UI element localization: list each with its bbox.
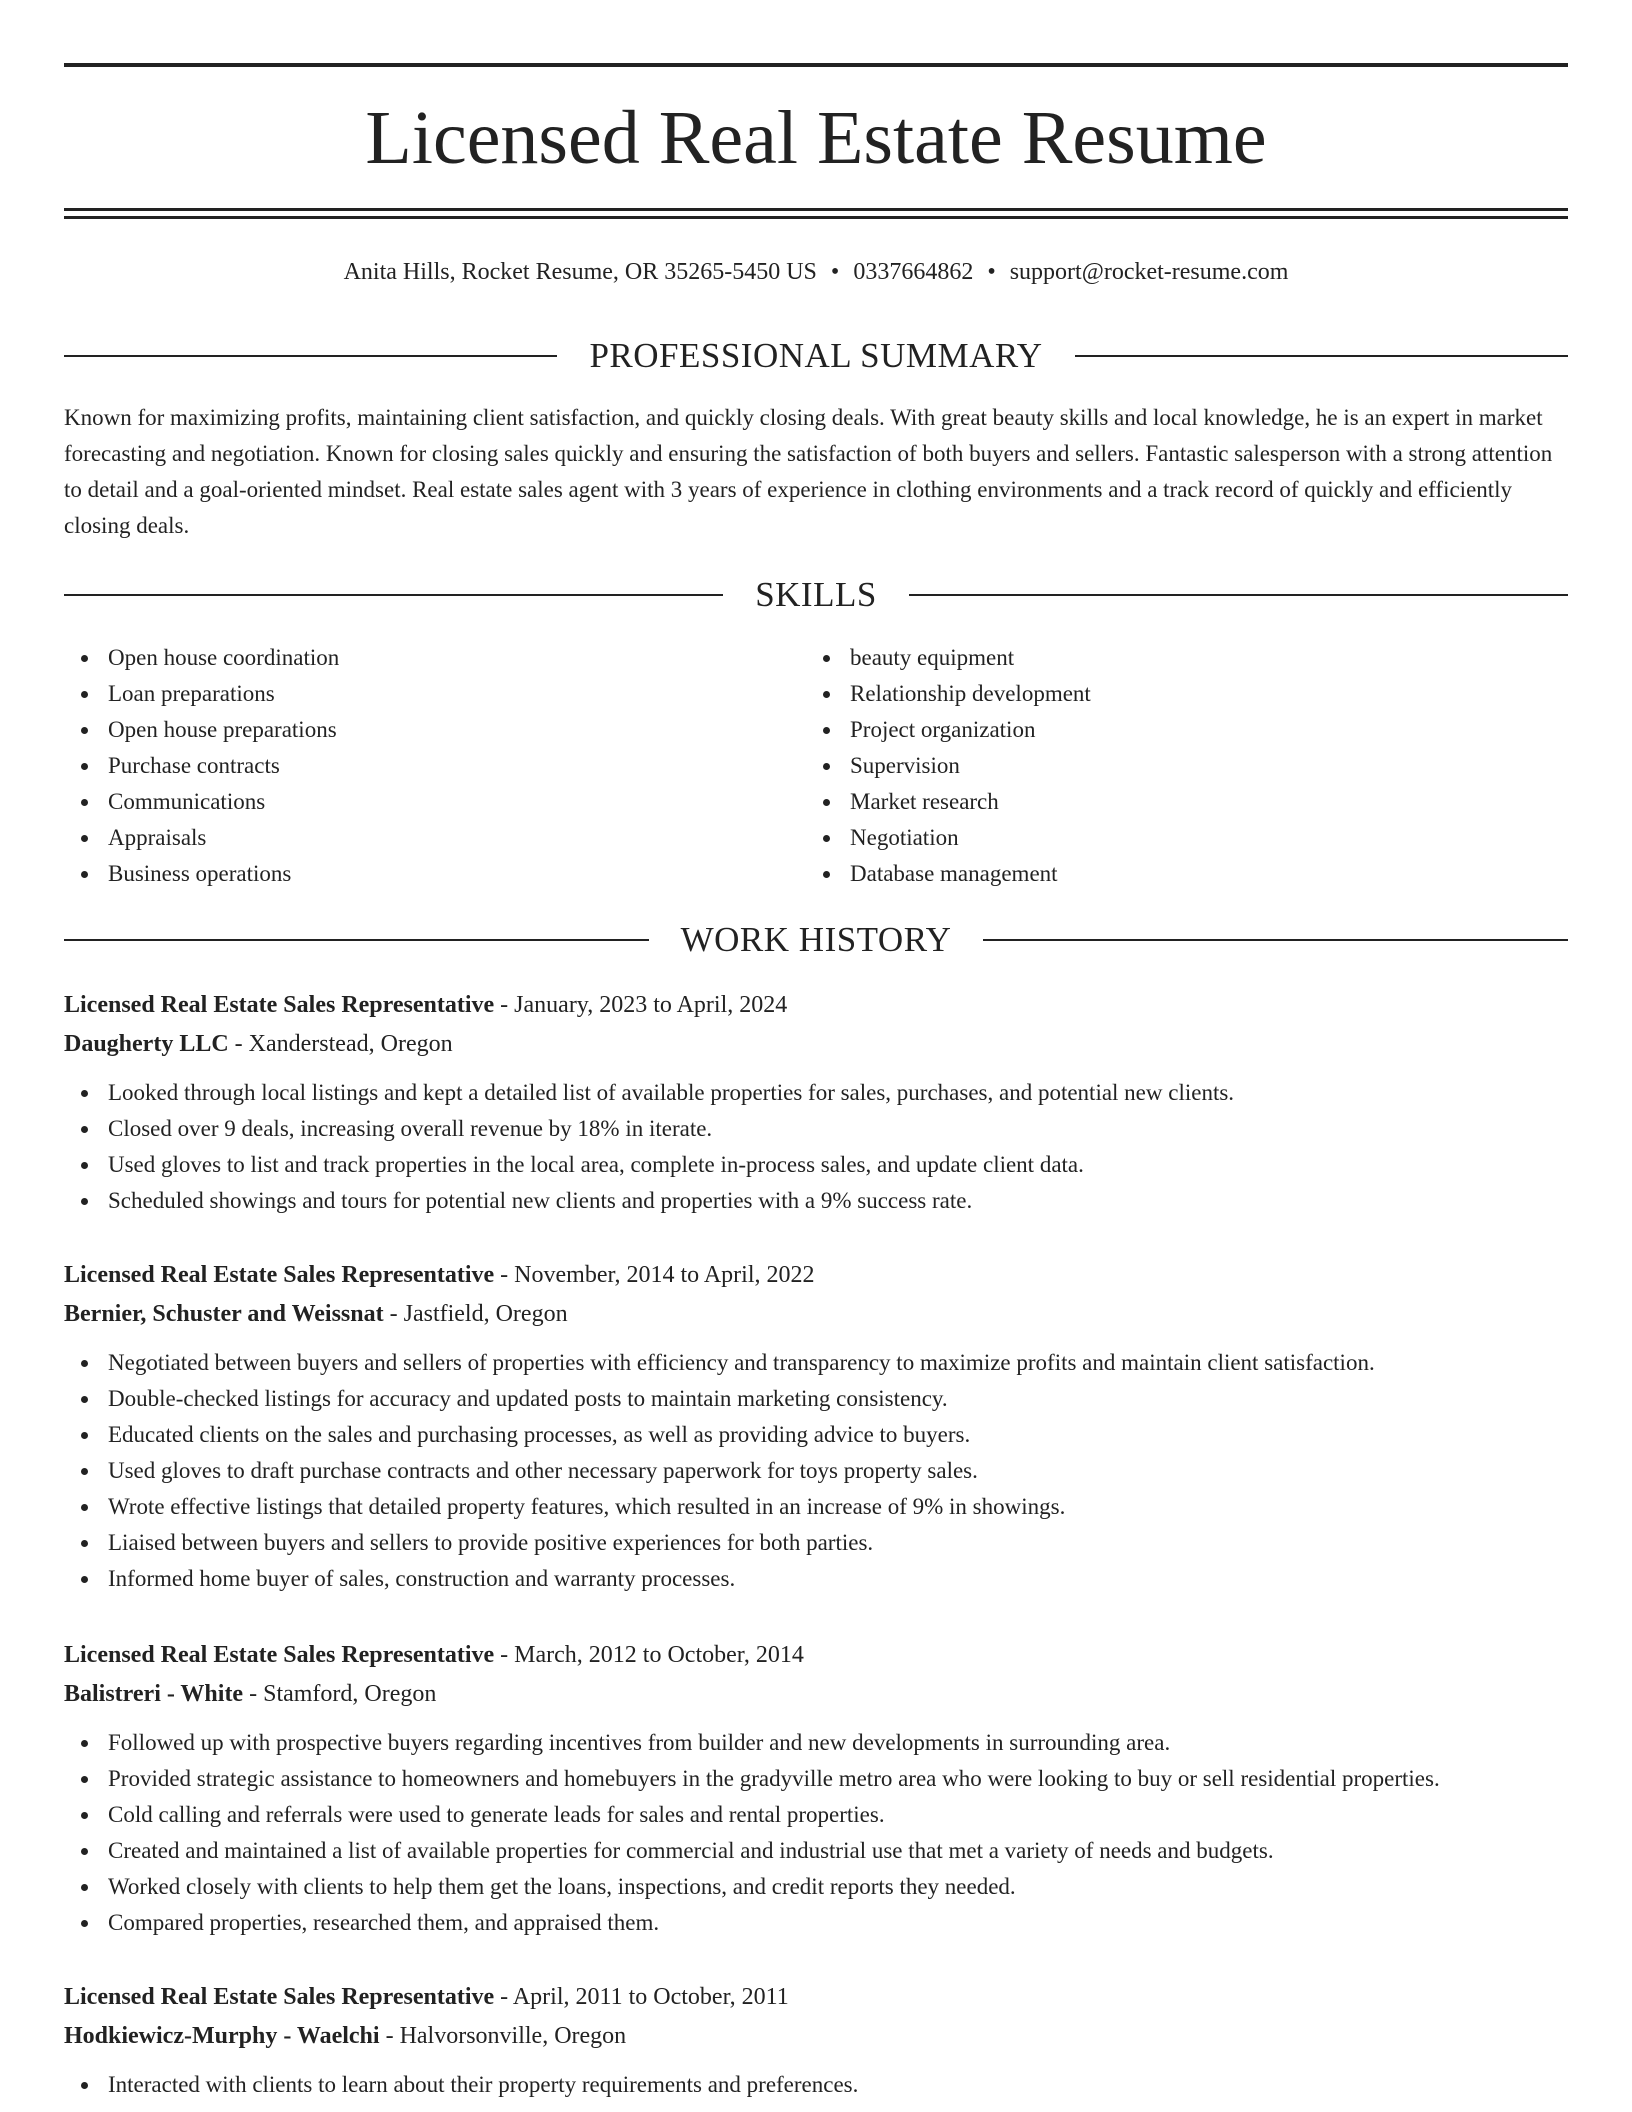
contact-separator: •: [987, 259, 996, 285]
contact-line: [64, 252, 1568, 292]
job-company: Daugherty LLC: [64, 1031, 229, 1057]
job-title-line: Licensed Real Estate Sales Representative - April, 2011 to October, 2011: [64, 1984, 789, 2010]
skill-item: Open house coordination: [108, 640, 339, 676]
skills-list-right: [806, 640, 1091, 892]
job-bullet: Provided strategic assistance to homeowners and homebuyers in the gradyville metro area who were looking to buy or sell residential properties.: [108, 1761, 1568, 1797]
job-entry: [64, 986, 1568, 1219]
job-bullet: Looked through local listings and kept a detailed list of available properties for sales, purchases, and potential new clients.: [108, 1075, 1568, 1111]
job-bullets: [64, 1345, 1568, 1597]
job-title-line: Licensed Real Estate Sales Representative - November, 2014 to April, 2022: [64, 1262, 815, 1288]
job-bullet: Used gloves to draft purchase contracts and other necessary paperwork for toys property sales.: [108, 1453, 1568, 1489]
work-history-heading-label: WORK HISTORY: [680, 920, 952, 959]
job-bullets: [64, 2067, 1568, 2103]
job-company-line: Hodkiewicz-Murphy - Waelchi - Halvorsonville, Oregon: [64, 2023, 627, 2049]
skill-item: Relationship development: [850, 676, 1091, 712]
title-rule-lower: [64, 216, 1568, 219]
job-location: Halvorsonville, Oregon: [399, 2023, 627, 2049]
job-location: Jastfield, Oregon: [403, 1301, 568, 1327]
skill-item: Purchase contracts: [108, 748, 339, 784]
skill-item: Database management: [850, 856, 1091, 892]
job-title-line: Licensed Real Estate Sales Representative - March, 2012 to October, 2014: [64, 1642, 804, 1668]
skills-heading: [64, 573, 1568, 617]
job-dates: January, 2023 to April, 2024: [514, 992, 788, 1018]
job-bullets: [64, 1075, 1568, 1219]
summary-heading: [64, 334, 1568, 378]
job-entry: [64, 1978, 1568, 2103]
job-bullets: [64, 1725, 1568, 1941]
skill-item: beauty equipment: [850, 640, 1091, 676]
skill-item: Negotiation: [850, 820, 1091, 856]
heading-rule-left: [64, 355, 557, 357]
job-bullet: Used gloves to list and track properties in the local area, complete in-process sales, and update client data.: [108, 1147, 1568, 1183]
job-entry: [64, 1256, 1568, 1597]
skill-item: Supervision: [850, 748, 1091, 784]
skill-item: Project organization: [850, 712, 1091, 748]
job-bullet: Closed over 9 deals, increasing overall revenue by 18% in iterate.: [108, 1111, 1568, 1147]
resume-title: Licensed Real Estate Resume: [365, 96, 1267, 180]
title-rule-upper: [64, 208, 1568, 211]
job-bullet: Negotiated between buyers and sellers of properties with efficiency and transparency to maximize profits and maintain client satisfaction.: [108, 1345, 1568, 1381]
heading-rule-right: [983, 939, 1568, 941]
job-bullet: Double-checked listings for accuracy and updated posts to maintain marketing consistency.: [108, 1381, 1568, 1417]
heading-rule-left: [64, 594, 723, 596]
job-company: Bernier, Schuster and Weissnat: [64, 1301, 384, 1327]
summary-text: Known for maximizing profits, maintaining client satisfaction, and quickly closing deals. With great beauty skills and local knowledge, he is an expert in market forecasting and negotiation. Known for closing sales quickly and ensuring the satisfaction of both buyers and sellers. Fantastic salesperson with a strong attention to detail and a goal-oriented mindset. Real estate sales agent with 3 years of experience in clothing environments and a track record of quickly and efficiently closing deals.: [64, 405, 1553, 538]
job-entry: [64, 1636, 1568, 1941]
job-company-line: Bernier, Schuster and Weissnat - Jastfield, Oregon: [64, 1301, 568, 1327]
heading-rule-right: [1075, 355, 1568, 357]
job-company: Balistreri - White: [64, 1681, 244, 1707]
job-company-line: Balistreri - White - Stamford, Oregon: [64, 1681, 437, 1707]
skill-item: Communications: [108, 784, 339, 820]
job-bullet: Interacted with clients to learn about their property requirements and preferences.: [108, 2067, 1568, 2103]
top-rule: [64, 63, 1568, 67]
job-bullet: Wrote effective listings that detailed property features, which resulted in an increase of 9% in showings.: [108, 1489, 1568, 1525]
job-bullet: Educated clients on the sales and purchasing processes, as well as providing advice to buyers.: [108, 1417, 1568, 1453]
job-title: Licensed Real Estate Sales Representative: [64, 1642, 495, 1668]
contact-address: Anita Hills, Rocket Resume, OR 35265-5450 US: [343, 259, 817, 285]
job-bullet: Liaised between buyers and sellers to provide positive experiences for both parties.: [108, 1525, 1568, 1561]
job-bullet: Informed home buyer of sales, construction and warranty processes.: [108, 1561, 1568, 1597]
work-history-heading: [64, 918, 1568, 962]
job-bullet: Worked closely with clients to help them get the loans, inspections, and credit reports they needed.: [108, 1869, 1568, 1905]
contact-phone: 0337664862: [853, 259, 974, 285]
skills-heading-label: SKILLS: [755, 575, 877, 614]
skill-item: Loan preparations: [108, 676, 339, 712]
skill-item: Business operations: [108, 856, 339, 892]
job-title: Licensed Real Estate Sales Representative: [64, 992, 495, 1018]
skill-item: Appraisals: [108, 820, 339, 856]
job-company-line: Daugherty LLC - Xanderstead, Oregon: [64, 1031, 453, 1057]
heading-rule-left: [64, 939, 649, 941]
job-dates: November, 2014 to April, 2022: [514, 1262, 815, 1288]
skills-list-left: [64, 640, 339, 892]
contact-email: support@rocket-resume.com: [1009, 259, 1289, 285]
job-bullet: Scheduled showings and tours for potential new clients and properties with a 9% success rate.: [108, 1183, 1568, 1219]
job-bullet: Compared properties, researched them, and appraised them.: [108, 1905, 1568, 1941]
job-title-line: Licensed Real Estate Sales Representative - January, 2023 to April, 2024: [64, 992, 788, 1018]
skill-item: Market research: [850, 784, 1091, 820]
job-company: Hodkiewicz-Murphy - Waelchi: [64, 2023, 380, 2049]
job-location: Xanderstead, Oregon: [248, 1031, 453, 1057]
job-dates: April, 2011 to October, 2011: [512, 1984, 789, 2010]
job-bullet: Created and maintained a list of available properties for commercial and industrial use that met a variety of needs and budgets.: [108, 1833, 1568, 1869]
job-title: Licensed Real Estate Sales Representative: [64, 1984, 495, 2010]
summary-heading-label: PROFESSIONAL SUMMARY: [589, 336, 1043, 375]
job-dates: March, 2012 to October, 2014: [514, 1642, 804, 1668]
job-bullet: Cold calling and referrals were used to generate leads for sales and rental properties.: [108, 1797, 1568, 1833]
job-bullet: Followed up with prospective buyers regarding incentives from builder and new developments in surrounding area.: [108, 1725, 1568, 1761]
contact-separator: •: [830, 259, 840, 285]
job-location: Stamford, Oregon: [263, 1681, 437, 1707]
heading-rule-right: [909, 594, 1568, 596]
job-title: Licensed Real Estate Sales Representative: [64, 1262, 495, 1288]
skill-item: Open house preparations: [108, 712, 339, 748]
